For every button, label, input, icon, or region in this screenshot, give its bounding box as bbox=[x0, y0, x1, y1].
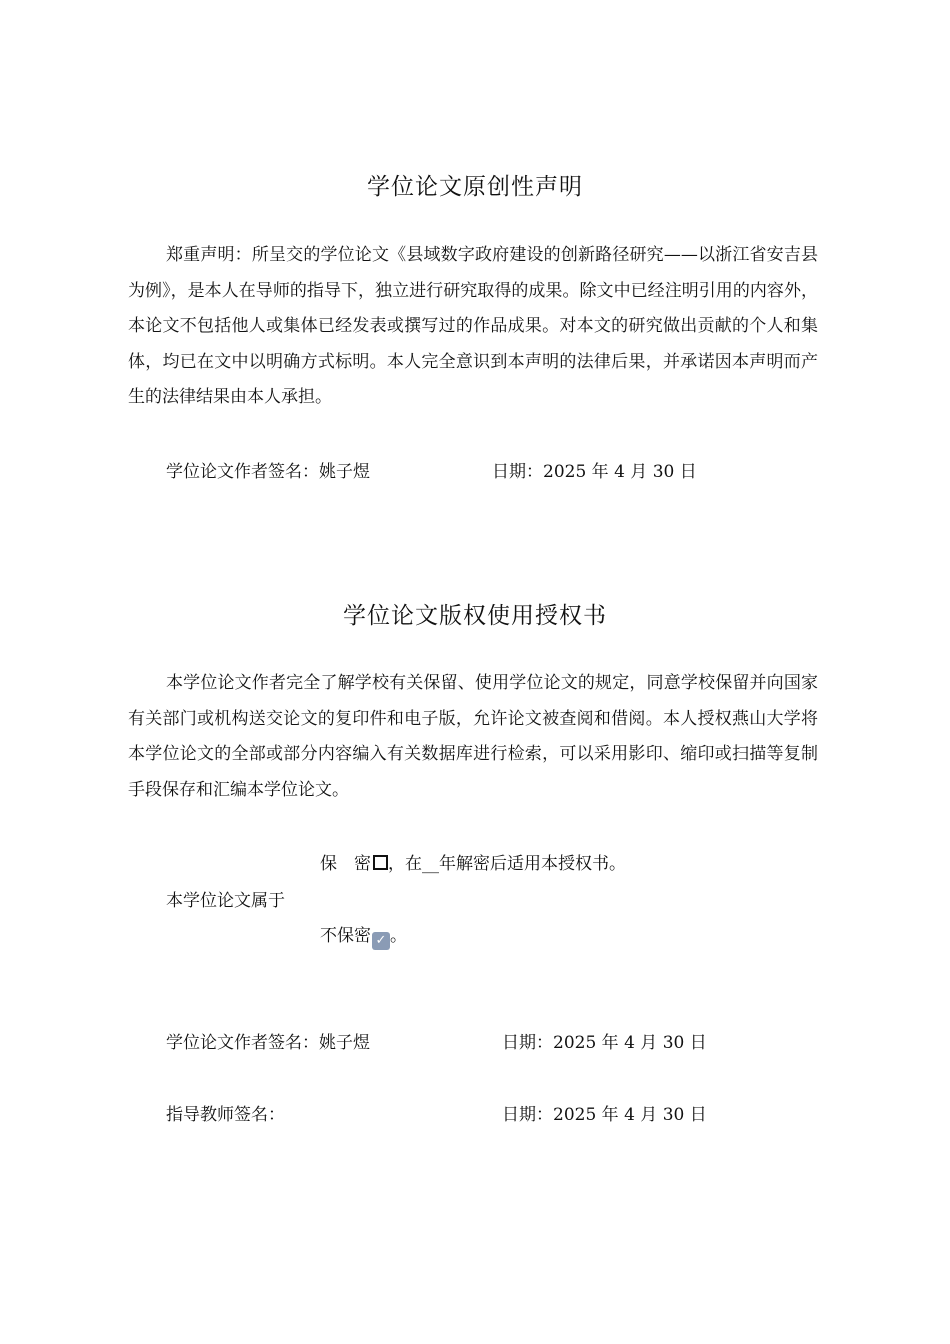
checked-box-icon[interactable]: ✓ bbox=[372, 932, 390, 950]
date-value: 2025 年 4 月 30 日 bbox=[553, 1105, 707, 1125]
option-public-suffix: 。 bbox=[390, 926, 407, 946]
option-secret bbox=[320, 849, 626, 874]
option-secret-suffix: ，在__年解密后适用本授权书。 bbox=[388, 854, 626, 874]
author-sign-label: 学位论文作者签名： bbox=[166, 1033, 319, 1053]
authorization-author-signature bbox=[166, 1028, 370, 1053]
declaration-author-signature bbox=[166, 457, 370, 482]
date-label: 日期： bbox=[492, 462, 543, 482]
option-public-label: 不保密 bbox=[320, 926, 371, 946]
authorization-title: 学位论文版权使用授权书 bbox=[343, 603, 607, 629]
belongs-label: 本学位论文属于 bbox=[166, 891, 285, 911]
date-label: 日期： bbox=[502, 1105, 553, 1125]
declaration-title: 学位论文原创性声明 bbox=[367, 174, 583, 200]
advisor-date bbox=[502, 1100, 707, 1125]
date-value: 2025 年 4 月 30 日 bbox=[553, 1033, 707, 1053]
declaration-date bbox=[492, 457, 697, 482]
advisor-sign-label: 指导教师签名： bbox=[166, 1105, 285, 1125]
author-sign-label: 学位论文作者签名： bbox=[166, 462, 319, 482]
empty-box-icon[interactable] bbox=[373, 855, 388, 870]
authorization-author-date bbox=[502, 1028, 707, 1053]
declaration-body: 郑重声明：所呈交的学位论文《县域数字政府建设的创新路径研究——以浙江省安吉县为例》，是本人在导师的指导下，独立进行研究取得的成果。除文中已经注明引用的内容外，本论文不包括他人或集体已经发表或撰写过的作品成果。对本文的研究做出贡献的个人和集体，均已在文中以明确方式标明。本人完全意识到本声明的法律后果，并承诺因本声明而产生的法律结果由本人承担。 bbox=[128, 245, 818, 407]
author-name: 姚子煜 bbox=[319, 462, 370, 482]
date-label: 日期： bbox=[502, 1033, 553, 1053]
authorization-body: 本学位论文作者完全了解学校有关保留、使用学位论文的规定，同意学校保留并向国家有关部门或机构送交论文的复印件和电子版，允许论文被查阅和借阅。本人授权燕山大学将本学位论文的全部或部分内容编入有关数据库进行检索，可以采用影印、缩印或扫描等复制手段保存和汇编本学位论文。 bbox=[128, 673, 818, 800]
option-public bbox=[320, 921, 407, 950]
date-value: 2025 年 4 月 30 日 bbox=[543, 462, 697, 482]
option-secret-prefix: 保 密 bbox=[320, 854, 371, 874]
author-name: 姚子煜 bbox=[319, 1033, 370, 1053]
advisor-signature bbox=[166, 1100, 285, 1125]
